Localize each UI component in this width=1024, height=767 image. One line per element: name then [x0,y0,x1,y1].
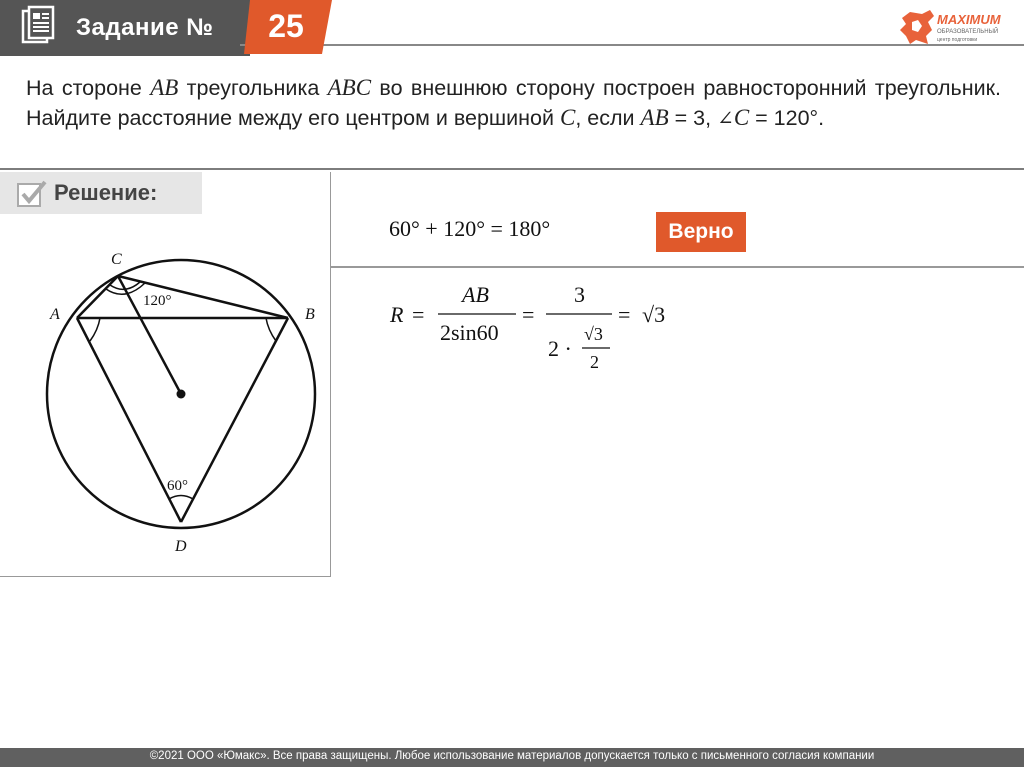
header-title: Задание № [76,14,214,41]
radius-formula [388,282,708,382]
formula-lhs: R [390,302,404,327]
formula-eq-1: = [412,302,425,327]
solution-divider [331,266,1024,268]
label-a: A [50,306,60,323]
frac1-numerator: AB [462,282,489,307]
geometry-diagram [0,214,330,574]
formula-result: √3 [642,302,666,327]
angle-b-arc [266,318,276,341]
problem-statement: На стороне AB треугольника ABC во внешнюю сторону построен равносторонний треугольник. Найдите расстояние между его центром и вершиной C, если AB = 3, ∠C = 120°. [26,75,1001,130]
section-divider [0,168,1024,170]
logo-name: MAXIMUM [937,12,1001,27]
document-icon [18,4,60,46]
angle-d-arc [169,496,193,500]
verdict-badge: Верно [656,212,746,252]
task-number: 25 [268,8,304,44]
checkbox-icon [16,178,48,210]
footer [0,748,1024,767]
frac2-numerator: 3 [574,282,585,307]
formula-eq-2: = [522,302,535,327]
label-d: D [175,538,187,555]
formula-eq-3: = [618,302,631,327]
label-c: C [111,251,122,268]
angle-a-arc [90,318,100,341]
frac2-denominator-prefix: 2 · [548,336,572,361]
inner-numerator: √3 [584,324,603,344]
footer-copyright: ©2021 ООО «Юмакс». Все права защищены. Любое использование материалов допускается только с письменного согласия компании [149,750,875,762]
equation-angle-sum: 60° + 120° = 180° [389,216,551,241]
label-b: B [305,306,315,323]
inner-denominator: 2 [590,352,599,372]
logo-subtitle-1: ОБРАЗОВАТЕЛЬНЫЙ [937,29,999,35]
angle-d-label: 60° [167,478,188,494]
frac1-denominator: 2sin60 [440,320,499,345]
logo-subtitle-2: центр подготовки [937,37,978,43]
angle-c-label: 120° [143,293,172,309]
center-point [177,390,186,399]
header [0,0,1024,64]
solution-label: Решение: [54,180,158,205]
